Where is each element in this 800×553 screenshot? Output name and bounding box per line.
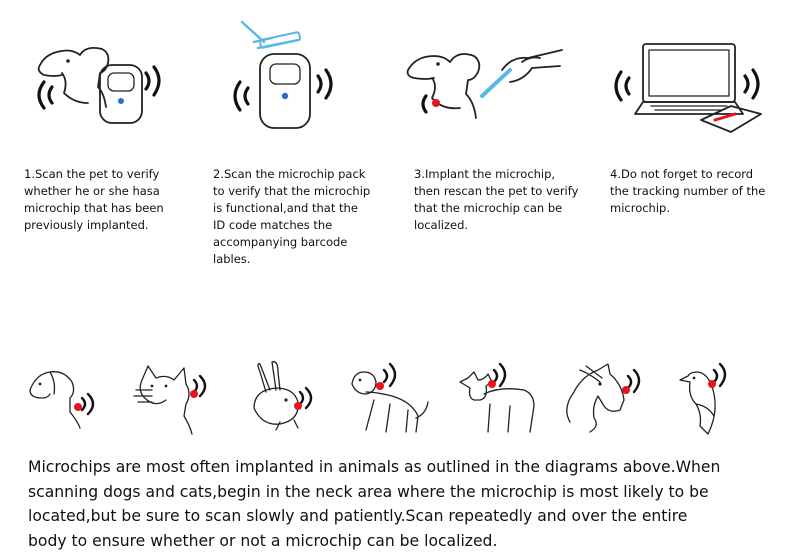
step-3-description (414, 166, 578, 234)
microchip-marker-icon (432, 99, 440, 107)
monkey-icon (344, 360, 434, 435)
signal-wave-left-icon (39, 82, 52, 108)
signal-wave-right-icon (745, 70, 758, 98)
step-1-description (24, 166, 164, 234)
step-text-line: 3.Implant the microchip, (414, 166, 578, 183)
bird-icon (676, 360, 746, 440)
microchip-guidance-paragraph (28, 455, 788, 553)
step-text-line: localized. (414, 217, 578, 234)
rabbit-icon (240, 360, 320, 432)
step-text-line: previously implanted. (24, 217, 164, 234)
signal-wave-left-icon (616, 72, 629, 100)
signal-wave-left-icon (423, 96, 426, 112)
step3-implant-illustration (402, 30, 572, 130)
step4-laptop-record-illustration (615, 36, 775, 136)
step1-dog-scan-illustration (30, 35, 160, 130)
step-text-line: the tracking number of the (610, 183, 765, 200)
signal-wave-right-icon (318, 70, 331, 98)
laptop-icon (635, 44, 743, 114)
step-text-line: microchip. (610, 200, 765, 217)
step-text-line: is functional,and that the (213, 200, 370, 217)
step-4-description (610, 166, 765, 217)
paragraph-line: Microchips are most often implanted in animals as outlined in the diagrams above.When (28, 455, 788, 480)
step-text-line: lables. (213, 251, 370, 268)
signal-wave-right-icon (146, 67, 159, 95)
scanner-device-icon (260, 54, 310, 128)
step-text-line: 2.Scan the microchip pack (213, 166, 370, 183)
horse-icon (556, 360, 656, 440)
step-text-line: 1.Scan the pet to verify (24, 166, 164, 183)
syringe-icon (242, 22, 300, 48)
step-text-line: whether he or she hasa (24, 183, 164, 200)
step-text-line: ID code matches the (213, 217, 370, 234)
step-2-description (213, 166, 370, 268)
cow-icon (454, 360, 544, 435)
step-text-line: then rescan the pet to verify (414, 183, 578, 200)
paragraph-line: scanning dogs and cats,begin in the neck area where the microchip is most likely to be (28, 480, 788, 505)
step2-microchip-pack-illustration (232, 18, 342, 138)
dog-icon (26, 360, 106, 430)
step-text-line: accompanying barcode (213, 234, 370, 251)
step-text-line: 4.Do not forget to record (610, 166, 765, 183)
signal-wave-left-icon (235, 82, 248, 110)
step-text-line: that the microchip can be (414, 200, 578, 217)
hand-with-syringe-icon (482, 50, 562, 96)
cat-icon (132, 360, 214, 432)
paragraph-line: located,but be sure to scan slowly and patiently.Scan repeatedly and over the entire (28, 504, 788, 529)
dog-icon (408, 54, 480, 118)
step-text-line: microchip that has been (24, 200, 164, 217)
paragraph-line: body to ensure whether or not a microchip can be localized. (28, 529, 788, 553)
step-text-line: to verify that the microchip (213, 183, 370, 200)
scanner-device-icon (100, 65, 142, 123)
